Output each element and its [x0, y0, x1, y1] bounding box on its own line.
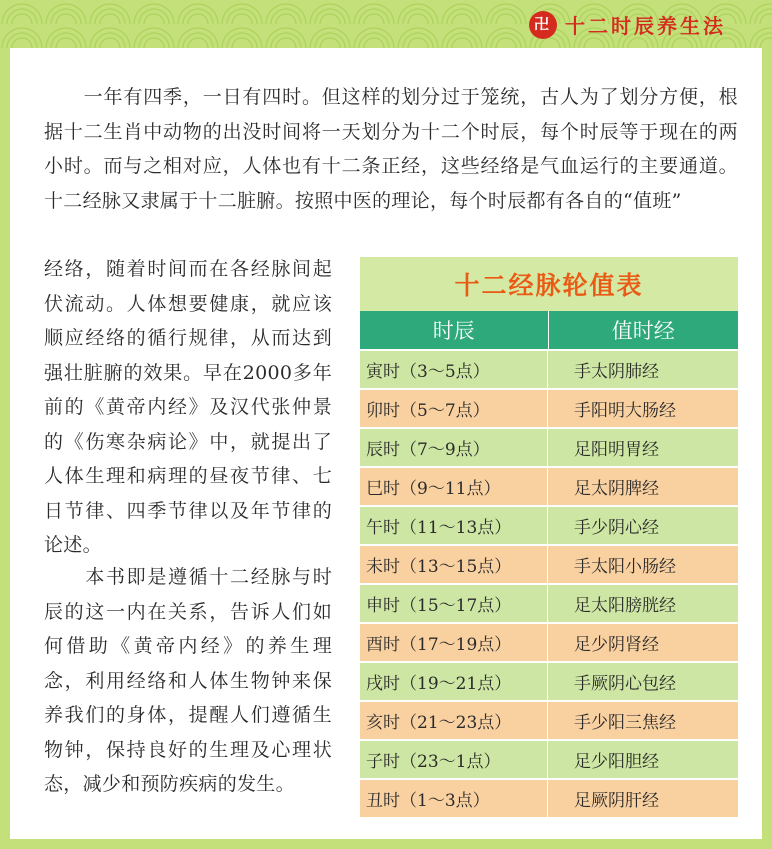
left-border — [0, 48, 10, 839]
right-border — [762, 48, 772, 839]
cell-meridian: 手阳明大肠经 — [574, 401, 676, 421]
intro-paragraph-text: 一年有四季，一日有四时。但这样的划分过于笼统，古人为了划分方便，根据十二生肖中动物的出没时间将一天划分为十二个时辰，每个时辰等于现在的两小时。而与之相对应，人体也有十二条正经，这些经络是气血运行的主要通道。十二经脉又隶属于十二脏腑。按照中医的理论，每个时辰都有各自的“值班” — [44, 86, 738, 212]
cell-meridian: 手少阳三焦经 — [574, 713, 676, 733]
intro-paragraph-continued — [44, 252, 332, 563]
cell-time: 申时（15～17点） — [360, 585, 548, 622]
cell-time: 寅时（3～5点） — [360, 351, 548, 388]
cell-time: 亥时（21～23点） — [360, 702, 548, 739]
table-row — [360, 583, 738, 622]
intro-paragraph — [44, 80, 738, 218]
header-title-group — [529, 10, 726, 39]
table-row — [360, 778, 738, 817]
cell-meridian: 足太阳膀胱经 — [574, 596, 676, 616]
cell-time: 子时（23～1点） — [360, 741, 548, 778]
book-purpose-text: 本书即是遵循十二经脉与时辰的这一内在关系，告诉人们如何借助《黄帝内经》的养生理念，利用经络和人体生物钟来保养我们的身体，提醒人们遵循生物钟，保持良好的生理及心理状态，减少和预防疾病的发生。 — [44, 566, 332, 795]
column-header-meridian: 值时经 — [611, 319, 675, 343]
page-header-title: 十二时辰养生法 — [565, 14, 726, 38]
cell-time: 未时（13～15点） — [360, 546, 548, 583]
cell-meridian: 足少阴肾经 — [574, 635, 659, 655]
table-header-row — [360, 311, 738, 349]
table-row — [360, 622, 738, 661]
table-row — [360, 427, 738, 466]
cell-meridian: 足厥阴肝经 — [574, 791, 659, 811]
cell-time: 戌时（19～21点） — [360, 663, 548, 700]
table-row — [360, 349, 738, 388]
cell-meridian: 足少阳胆经 — [574, 752, 659, 772]
cell-time: 巳时（9～11点） — [360, 468, 548, 505]
cell-meridian: 足太阴脾经 — [574, 479, 659, 499]
table-body — [360, 349, 738, 817]
cell-meridian: 手厥阴心包经 — [574, 674, 676, 694]
book-purpose-paragraph — [44, 560, 332, 802]
cell-time: 辰时（7～9点） — [360, 429, 548, 466]
bottom-border — [0, 839, 772, 849]
table-row — [360, 544, 738, 583]
cell-time: 午时（11～13点） — [360, 507, 548, 544]
cell-time: 酉时（17～19点） — [360, 624, 548, 661]
cell-time: 丑时（1～3点） — [360, 780, 548, 817]
table-title: 十二经脉轮值表 — [360, 257, 738, 311]
table-row — [360, 466, 738, 505]
cell-meridian: 手太阳小肠经 — [574, 557, 676, 577]
table-row — [360, 505, 738, 544]
table-row — [360, 700, 738, 739]
cell-meridian: 足阳明胃经 — [574, 440, 659, 460]
table-row — [360, 739, 738, 778]
meridian-schedule-table — [360, 257, 738, 821]
cell-time: 卯时（5～7点） — [360, 390, 548, 427]
column-header-time: 时辰 — [360, 311, 549, 349]
table-row — [360, 388, 738, 427]
cell-meridian: 手少阴心经 — [574, 518, 659, 538]
top-banner — [0, 0, 772, 48]
table-row — [360, 661, 738, 700]
intro-continued-text: 经络，随着时间而在各经脉间起伏流动。人体想要健康，就应该顺应经络的循行规律，从而达到强壮脏腑的效果。早在2000多年前的《黄帝内经》及汉代张仲景的《伤寒杂病论》中，就提出了人体生理和病理的昼夜节律、七日节律、四季节律以及年节律的论述。 — [44, 258, 332, 556]
seal-icon: 卍 — [529, 11, 557, 39]
cell-meridian: 手太阴肺经 — [574, 362, 659, 382]
